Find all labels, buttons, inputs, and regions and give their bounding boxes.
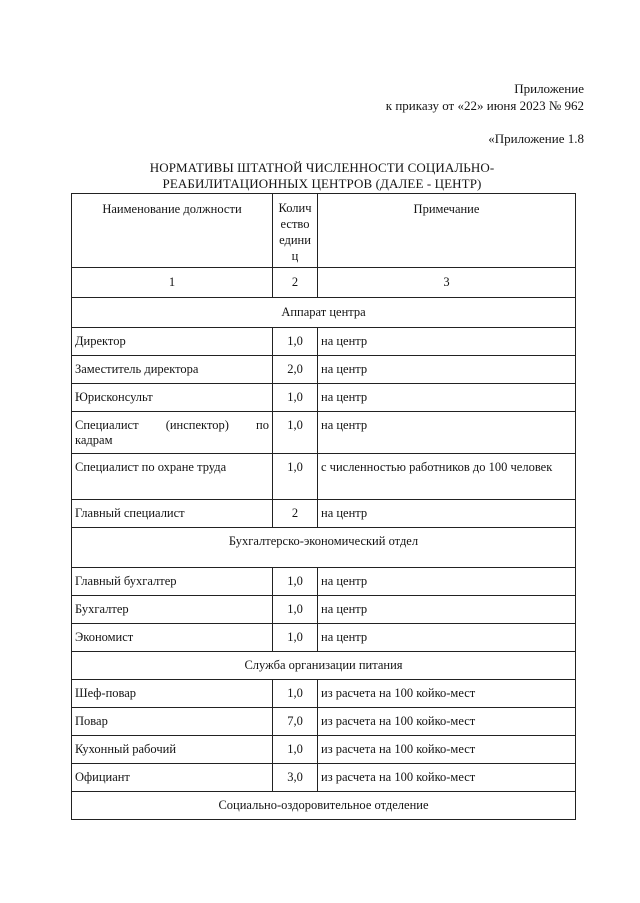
title-line-2: РЕАБИЛИТАЦИОННЫХ ЦЕНТРОВ (ДАЛЕЕ - ЦЕНТР) xyxy=(162,176,482,191)
table-row xyxy=(72,454,576,500)
section-row xyxy=(72,652,576,680)
appendix-number: «Приложение 1.8 xyxy=(488,131,584,146)
staffing-norms-table xyxy=(71,193,576,820)
header-order-reference: к приказу от «22» июня 2023 № 962 xyxy=(385,98,584,113)
position-name: Кухонный рабочий xyxy=(72,736,273,764)
position-name-word: (инспектор) xyxy=(165,418,229,432)
unit-count: 2 xyxy=(273,500,318,528)
unit-count: 1,0 xyxy=(273,384,318,412)
position-name: Заместитель директора xyxy=(72,356,273,384)
table-row xyxy=(72,736,576,764)
position-name: Специалист по охране труда xyxy=(72,454,273,500)
unit-count: 1,0 xyxy=(273,736,318,764)
header-note: Примечание xyxy=(318,194,576,268)
table-row xyxy=(72,680,576,708)
section-title: Социально-оздоровительное отделение xyxy=(72,792,576,820)
position-name-word: Специалист xyxy=(75,418,139,432)
position-name: Юрисконсульт xyxy=(72,384,273,412)
section-row xyxy=(72,792,576,820)
position-name: Главный бухгалтер xyxy=(72,568,273,596)
table-row xyxy=(72,568,576,596)
row-note: на центр xyxy=(318,500,576,528)
table-row xyxy=(72,412,576,454)
position-name: Официант xyxy=(72,764,273,792)
unit-count: 2,0 xyxy=(273,356,318,384)
table-row xyxy=(72,328,576,356)
section-row xyxy=(72,528,576,568)
row-note: на центр xyxy=(318,624,576,652)
row-note: из расчета на 100 койко-мест xyxy=(318,764,576,792)
position-name xyxy=(72,412,273,454)
title-line-1: НОРМАТИВЫ ШТАТНОЙ ЧИСЛЕННОСТИ СОЦИАЛЬНО- xyxy=(149,160,495,175)
position-name-word: по xyxy=(256,418,269,432)
unit-count: 1,0 xyxy=(273,568,318,596)
position-name: Главный специалист xyxy=(72,500,273,528)
section-title: Служба организации питания xyxy=(72,652,576,680)
section-title: Бухгалтерско-экономический отдел xyxy=(72,528,576,568)
unit-count: 1,0 xyxy=(273,624,318,652)
header-unit-count xyxy=(273,194,318,268)
unit-count: 1,0 xyxy=(273,596,318,624)
table-row xyxy=(72,596,576,624)
position-name: Директор xyxy=(72,328,273,356)
table-row xyxy=(72,500,576,528)
header-position-name: Наименование должности xyxy=(72,194,273,268)
position-name: Повар xyxy=(72,708,273,736)
row-note: на центр xyxy=(318,356,576,384)
table-row xyxy=(72,708,576,736)
unit-count: 1,0 xyxy=(273,412,318,454)
section-row xyxy=(72,298,576,328)
unit-count: 1,0 xyxy=(273,680,318,708)
table-row xyxy=(72,624,576,652)
unit-count: 7,0 xyxy=(273,708,318,736)
column-number: 2 xyxy=(273,268,318,298)
table-row xyxy=(72,764,576,792)
header-appendix-label: Приложение xyxy=(514,81,584,96)
position-name-line-1 xyxy=(75,418,269,433)
unit-count: 1,0 xyxy=(273,328,318,356)
row-note: на центр xyxy=(318,384,576,412)
document-title xyxy=(70,160,574,192)
header-qty-line: Колич xyxy=(278,201,312,215)
position-name-line-2: кадрам xyxy=(75,433,113,447)
column-number: 3 xyxy=(318,268,576,298)
position-name: Шеф-повар xyxy=(72,680,273,708)
row-note: из расчета на 100 койко-мест xyxy=(318,708,576,736)
table-row xyxy=(72,356,576,384)
row-note: с численностью работников до 100 человек xyxy=(318,454,576,500)
unit-count: 3,0 xyxy=(273,764,318,792)
position-name: Экономист xyxy=(72,624,273,652)
row-note: на центр xyxy=(318,596,576,624)
header-qty-line: ц xyxy=(291,249,299,263)
header-qty-line: едини xyxy=(279,233,311,247)
table-header-row xyxy=(72,194,576,268)
table-row xyxy=(72,384,576,412)
row-note: на центр xyxy=(318,568,576,596)
position-name: Бухгалтер xyxy=(72,596,273,624)
row-note: из расчета на 100 койко-мест xyxy=(318,736,576,764)
row-note: из расчета на 100 койко-мест xyxy=(318,680,576,708)
row-note: на центр xyxy=(318,328,576,356)
unit-count: 1,0 xyxy=(273,454,318,500)
header-qty-line: ество xyxy=(280,217,310,231)
document-header xyxy=(386,80,584,114)
section-title: Аппарат центра xyxy=(72,298,576,328)
column-number: 1 xyxy=(72,268,273,298)
row-note: на центр xyxy=(318,412,576,454)
column-number-row xyxy=(72,268,576,298)
